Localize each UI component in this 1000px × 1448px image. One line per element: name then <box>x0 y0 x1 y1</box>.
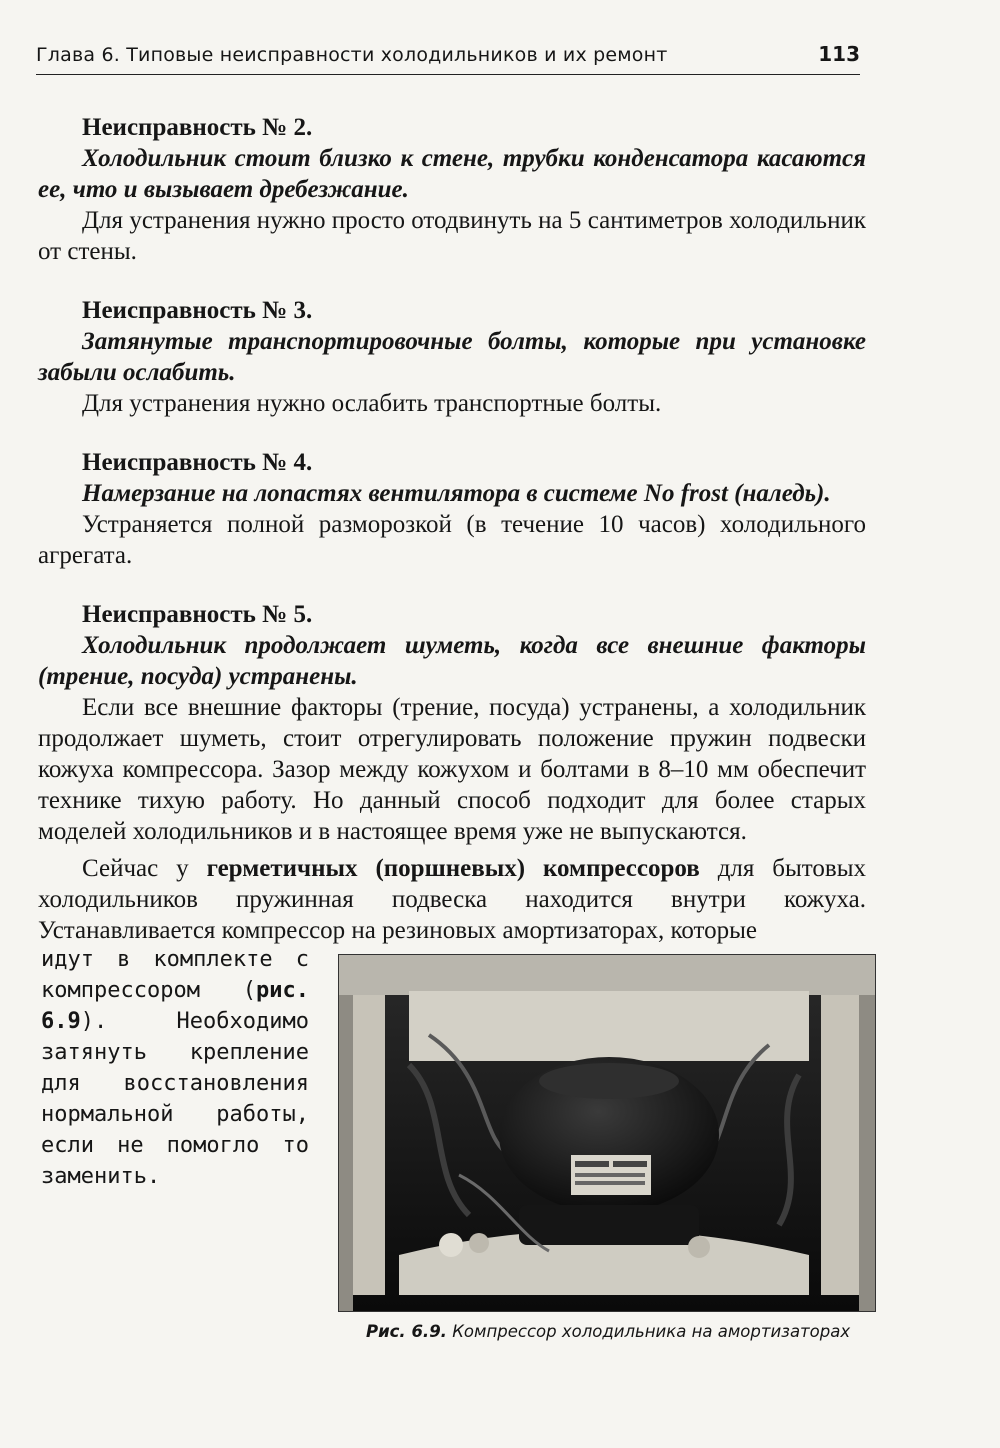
fault-description: Холодильник стоит близко к стене, трубки конденсатора касаются ее, что и вызывает дребезжание. <box>38 145 866 203</box>
wrap-text-start: идут в комплекте с компрессором ( <box>41 947 309 1003</box>
wrap-around-text <box>41 944 309 1192</box>
fault-2 <box>38 112 866 267</box>
figure-reference: рис. 6.9 <box>41 978 309 1034</box>
back-panel <box>409 991 809 1061</box>
left-rail <box>349 995 385 1295</box>
top-panel <box>339 955 875 995</box>
figure-photo <box>338 954 876 1312</box>
paragraph-bold-term: герметичных (поршневых) компрессоров <box>206 855 700 882</box>
fault-5 <box>38 599 866 847</box>
fault-3 <box>38 295 866 419</box>
figure-caption <box>366 1322 866 1341</box>
running-head: Глава 6. Типовые неисправности холодильников и их ремонт <box>36 44 668 66</box>
wrap-text-end: ). Необходимо затянуть крепление для восстановления нормальной работы, если не помогло то заменить. <box>41 1009 309 1189</box>
fault-description: Намерзание на лопастях вентилятора в системе No frost (наледь). <box>82 480 831 507</box>
fault-fix: Для устранения нужно ослабить транспортные болты. <box>82 390 662 417</box>
page-header <box>36 40 860 75</box>
figure-label: Рис. 6.9. <box>366 1322 447 1341</box>
right-rail <box>821 995 861 1295</box>
fault-title: Неисправность № 2. <box>82 114 313 141</box>
figure-caption-text: Компрессор холодильника на амортизаторах <box>452 1322 851 1341</box>
fault-title: Неисправность № 4. <box>82 449 313 476</box>
fault-4 <box>38 447 866 571</box>
fault-description: Холодильник продолжает шуметь, когда все внешние факторы (трение, посуда) устранены. <box>38 632 866 690</box>
compressor-photo-illustration <box>339 955 875 1311</box>
fault-title: Неисправность № 5. <box>82 601 313 628</box>
main-content <box>38 112 866 946</box>
paragraph-text-end: для бытовых холодильников пружинная подвеска находится внутри кожуха. Устанавливается компрессор на резиновых амортизаторах, которые <box>38 855 867 944</box>
fault-fix: Устраняется полной разморозкой (в течение 10 часов) холодильного агрегата. <box>38 511 866 569</box>
fault-fix: Для устранения нужно просто отодвинуть на 5 сантиметров холодильник от стены. <box>38 207 866 265</box>
page-number: 113 <box>818 42 860 66</box>
fault-fix: Если все внешние факторы (трение, посуда) устранены, а холодильник продолжает шуметь, стоит отрегулировать положение пружин подвески кожуха компрессора. Зазор между кожухом и болтами в 8–10 мм обеспечит технике тихую работу. Но данный способ подходит для более старых моделей холодильников и в настоящее время уже не выпускаются. <box>38 694 866 845</box>
paragraph-text-start: Сейчас у <box>82 855 189 882</box>
fault-description: Затянутые транспортировочные болты, которые при установке забыли ослабить. <box>38 328 866 386</box>
fault-title: Неисправность № 3. <box>82 297 313 324</box>
compressor-paragraph <box>38 853 866 946</box>
